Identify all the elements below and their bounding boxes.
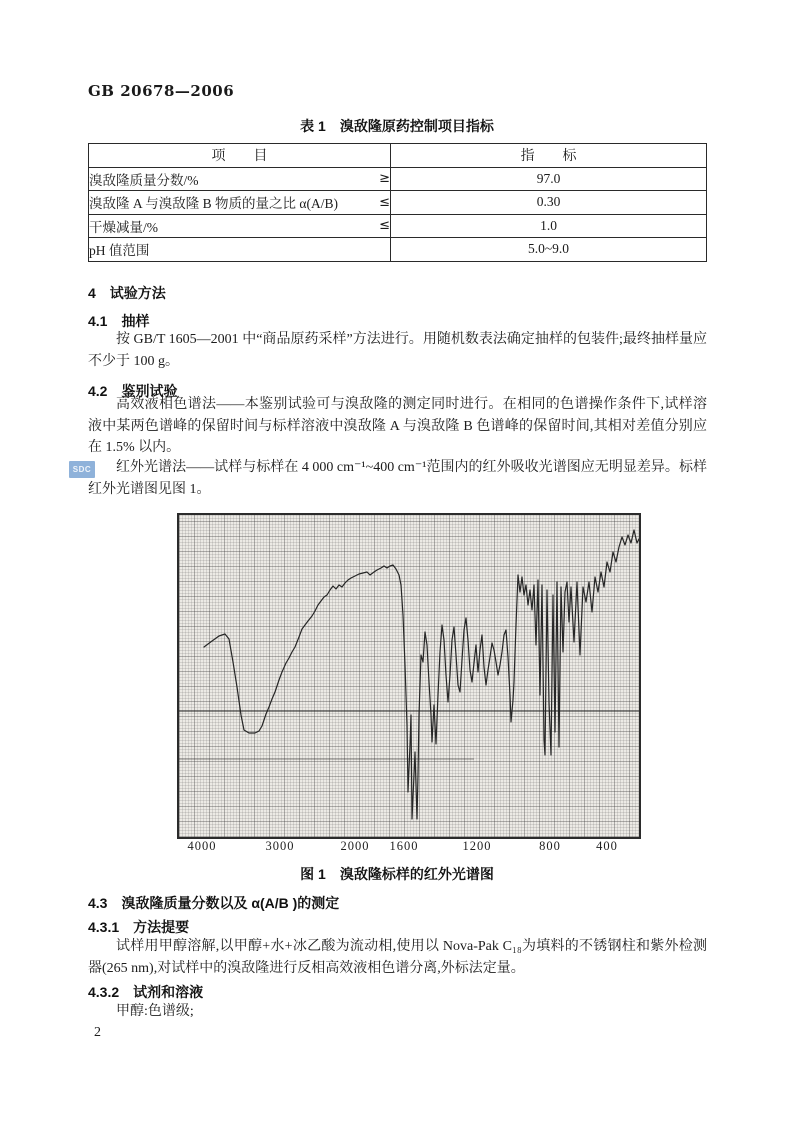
standard-number: GB 20678—2006	[88, 82, 235, 100]
x-axis-tick: 400	[596, 839, 618, 853]
heading-sampling: 4.1 抽样	[88, 313, 150, 329]
x-axis-tick: 1600	[389, 839, 419, 853]
paragraph-method-summary: 试样用甲醇溶解,以甲醇+水+冰乙酸为流动相,使用以 Nova-Pak C₁₈为填料的不锈钢柱和紫外检测器(265 nm),对试样中的溴敌隆进行反相高效液相色谱分离,外标法定量。	[88, 939, 707, 976]
x-axis-tick: 800	[539, 839, 561, 853]
table-row	[89, 167, 707, 191]
spec-table	[88, 143, 707, 262]
x-axis-tick-labels	[177, 839, 637, 855]
paragraph-hplc-method: 高效液相色谱法——本鉴别试验可与溴敌隆的测定同时进行。在相同的色谱操作条件下,试样溶液中某两色谱峰的保留时间与标样溶液中溴敌隆 A 与溴敌隆 B 色谱峰的保留时间,其相对差值分别应在 1.5% 以内。	[88, 397, 707, 455]
heading-mass-fraction: 4.3 溴敌隆质量分数以及 α(A/B )的测定	[88, 895, 340, 911]
watermark-text: SDC	[72, 465, 92, 474]
scan-artifact-line	[179, 710, 639, 712]
col-header-item: 项 目	[89, 144, 391, 168]
table-row	[89, 191, 707, 215]
table-header-row	[89, 144, 707, 168]
ir-spectrum-curve	[179, 515, 639, 837]
scan-artifact-line	[179, 758, 474, 760]
page-number: 2	[94, 1025, 101, 1040]
row-relation-symbol: ≥	[379, 171, 390, 187]
figure-caption: 图 1 溴敌隆标样的红外光谱图	[300, 866, 494, 882]
heading-identification-test: 4.2 鉴别试验	[88, 383, 178, 399]
heading-test-methods: 4 试验方法	[88, 285, 166, 301]
paragraph-sampling: 按 GB/T 1605—2001 中“商品原药采样”方法进行。用随机数表法确定抽样的包装件;最终抽样量应不少于 100 g。	[88, 332, 707, 369]
row-item-label: 溴敌隆 A 与溴敌隆 B 物质的量之比 α(A/B)	[89, 196, 338, 212]
paragraph-methanol: 甲醇:色谱级;	[116, 1004, 194, 1019]
row-spec-value: 97.0	[391, 167, 707, 191]
watermark-logo	[69, 461, 95, 478]
row-spec-value: 0.30	[391, 191, 707, 215]
table-row	[89, 238, 707, 262]
col-header-spec: 指 标	[391, 144, 707, 168]
x-axis-tick: 1200	[462, 839, 492, 853]
row-item-label: pH 值范围	[89, 243, 150, 259]
row-spec-value: 5.0~9.0	[391, 238, 707, 262]
x-axis-tick: 2000	[340, 839, 370, 853]
row-spec-value: 1.0	[391, 214, 707, 238]
row-relation-symbol: ≤	[379, 218, 390, 234]
row-item-label: 干燥减量/%	[89, 219, 158, 235]
row-relation-symbol: ≤	[379, 194, 390, 210]
heading-method-summary: 4.3.1 方法提要	[88, 919, 190, 935]
paragraph-ir-method: 红外光谱法——试样与标样在 4 000 cm⁻¹~400 cm⁻¹范围内的红外吸收光谱图应无明显差异。标样红外光谱图见图 1。	[88, 460, 707, 497]
ir-spectrum-chart	[177, 513, 641, 839]
table-row	[89, 214, 707, 238]
x-axis-tick: 4000	[187, 839, 217, 853]
heading-reagents: 4.3.2 试剂和溶液	[88, 984, 204, 1000]
table-title: 表 1 溴敌隆原药控制项目指标	[300, 118, 494, 134]
row-item-label: 溴敌隆质量分数/%	[89, 172, 199, 188]
x-axis-tick: 3000	[265, 839, 295, 853]
